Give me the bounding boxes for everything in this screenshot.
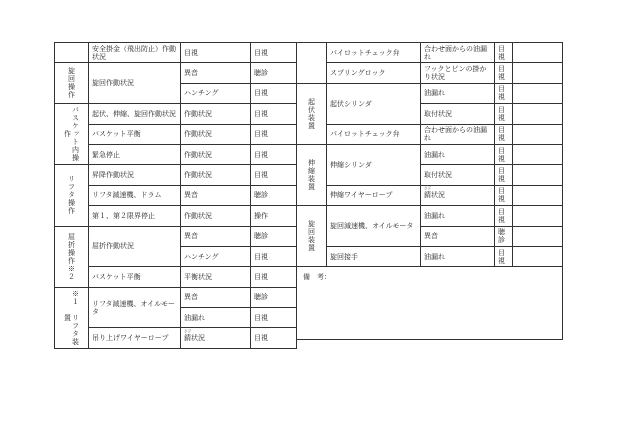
table-row (297, 63, 563, 83)
method-cell: 作動状況 (181, 124, 251, 144)
method-cell: 取付状況 (421, 165, 495, 185)
method-cell: 油漏れ (421, 246, 495, 266)
method-cell: 異音 (181, 226, 251, 246)
table-row (55, 165, 297, 185)
ruby-annotation: さび (424, 186, 431, 191)
inspection-table-right (296, 42, 563, 340)
item-cell: 起伏シリンダ (327, 83, 421, 124)
category-cell (297, 43, 327, 84)
judge-cell: 目視 (495, 104, 513, 124)
category-cell: 伸縮装置 (297, 144, 327, 205)
table-row (297, 185, 563, 205)
notes-label: 備 考： (303, 273, 331, 282)
method-cell: 作動状況 (181, 206, 251, 226)
judge-cell: 聴診 (251, 226, 297, 246)
item-cell: 旋回接手 (327, 246, 421, 266)
item-cell: 旋回減速機、オイルモータ (327, 206, 421, 247)
category-cell: 起伏装置 (297, 83, 327, 144)
item-cell: リフタ減速機、オイルモータ (89, 287, 181, 328)
method-cell: 作動状況 (181, 165, 251, 185)
table-row (55, 63, 297, 83)
category-cell: 屈折操作※２ (55, 226, 89, 287)
table-row (55, 144, 297, 164)
judge-cell: 目視 (251, 83, 297, 103)
judge-cell: 目視 (251, 165, 297, 185)
method-cell: 異音 (181, 63, 251, 83)
item-cell: 起伏、伸縮、旋回作動状況 (89, 104, 181, 124)
ruby-text (184, 329, 205, 343)
item-cell: 昇降作動状況 (89, 165, 181, 185)
result-cell[interactable] (513, 83, 563, 103)
result-cell[interactable] (513, 165, 563, 185)
table-row (297, 246, 563, 266)
result-cell[interactable] (513, 246, 563, 266)
result-cell[interactable] (513, 206, 563, 226)
result-cell[interactable] (513, 226, 563, 246)
method-text: 錆状況 (424, 191, 445, 200)
judge-cell: 操作 (251, 206, 297, 226)
table-row (55, 226, 297, 246)
judge-cell: 目視 (495, 144, 513, 164)
item-cell: スプリングロック (327, 63, 421, 83)
method-cell: フックとピンの掛かり状況 (421, 63, 495, 83)
method-text: 錆状況 (184, 334, 205, 343)
item-cell: パイロットチェック弁 (327, 124, 421, 144)
method-cell: 異音 (181, 185, 251, 205)
inspection-sheet (54, 42, 562, 346)
item-cell: バスケット平衡 (89, 124, 181, 144)
item-cell: 緊急停止 (89, 144, 181, 164)
table-row (297, 83, 563, 103)
judge-cell: 目視 (251, 267, 297, 287)
item-cell: 吊り上げワイヤーロープ (89, 328, 181, 348)
method-cell: 油漏れ (421, 206, 495, 226)
ruby-annotation: さび (184, 329, 191, 334)
item-cell: 旋回作動状況 (89, 63, 181, 104)
judge-cell: 目視 (495, 63, 513, 83)
method-cell: 作動状況 (181, 144, 251, 164)
judge-cell: 聴診 (251, 185, 297, 205)
judge-cell: 目視 (251, 308, 297, 328)
method-cell: 油漏れ (181, 308, 251, 328)
inspection-table-left (54, 42, 297, 349)
item-cell: リフタ減速機、ドラム (89, 185, 181, 205)
table-row (55, 287, 297, 307)
judge-cell: 目視 (251, 144, 297, 164)
method-cell: 平衡状況 (181, 267, 251, 287)
judge-cell: 目視 (495, 185, 513, 205)
table-row (55, 185, 297, 205)
method-cell: 目視 (181, 43, 251, 63)
table-row (55, 206, 297, 226)
judge-cell: 目視 (495, 206, 513, 226)
table-row (297, 144, 563, 164)
notes-cell[interactable] (297, 267, 563, 340)
result-cell[interactable] (513, 43, 563, 63)
item-cell: 屈折作動状況 (89, 226, 181, 267)
method-cell (421, 185, 495, 205)
category-cell: ※１ リフタ装置 (55, 287, 89, 348)
table-row (297, 43, 563, 63)
method-cell: 油漏れ (421, 83, 495, 103)
category-cell (55, 43, 89, 63)
judge-cell: 目視 (251, 104, 297, 124)
table-row (55, 328, 297, 348)
judge-cell: 目視 (495, 43, 513, 63)
result-cell[interactable] (513, 185, 563, 205)
method-cell: ハンチング (181, 83, 251, 103)
item-cell: 第１、第２限界停止 (89, 206, 181, 226)
method-cell: 合わせ面からの油漏れ (421, 43, 495, 63)
method-cell (181, 328, 251, 348)
table-row (297, 124, 563, 144)
method-cell: 異音 (421, 226, 495, 246)
method-cell: 油漏れ (421, 144, 495, 164)
result-cell[interactable] (513, 124, 563, 144)
item-cell: 伸縮ワイヤーロープ (327, 185, 421, 205)
judge-cell: 聴診 (495, 226, 513, 246)
table-row (297, 206, 563, 226)
category-cell: 旋回装置 (297, 206, 327, 267)
notes-row (297, 267, 563, 340)
method-cell: 作動状況 (181, 104, 251, 124)
method-cell: 異音 (181, 287, 251, 307)
method-cell: ハンチング (181, 246, 251, 266)
table-row (55, 104, 297, 124)
judge-cell: 目視 (495, 246, 513, 266)
judge-cell: 目視 (495, 124, 513, 144)
judge-cell: 聴診 (251, 287, 297, 307)
method-cell: 取付状況 (421, 104, 495, 124)
result-cell[interactable] (513, 144, 563, 164)
ruby-text (424, 186, 445, 200)
item-cell: バスケット平衡 (89, 267, 181, 287)
item-cell: パイロットチェック弁 (327, 43, 421, 63)
category-cell: リフタ操作 (55, 165, 89, 226)
judge-cell: 目視 (495, 165, 513, 185)
judge-cell: 目視 (251, 328, 297, 348)
judge-cell: 目視 (251, 124, 297, 144)
result-cell[interactable] (513, 104, 563, 124)
judge-cell: 目視 (251, 43, 297, 63)
item-cell: 安全掛金（飛出防止）作動状況 (89, 43, 181, 63)
item-cell: 伸縮シリンダ (327, 144, 421, 185)
result-cell[interactable] (513, 63, 563, 83)
judge-cell: 聴診 (251, 63, 297, 83)
category-cell: 旋回操作 (55, 63, 89, 104)
judge-cell: 目視 (251, 246, 297, 266)
table-row (55, 267, 297, 287)
category-cell: バスケット内操作 (55, 104, 89, 165)
table-row (55, 124, 297, 144)
table-row (55, 43, 297, 63)
method-cell: 合わせ面からの油漏れ (421, 124, 495, 144)
judge-cell: 目視 (495, 83, 513, 103)
